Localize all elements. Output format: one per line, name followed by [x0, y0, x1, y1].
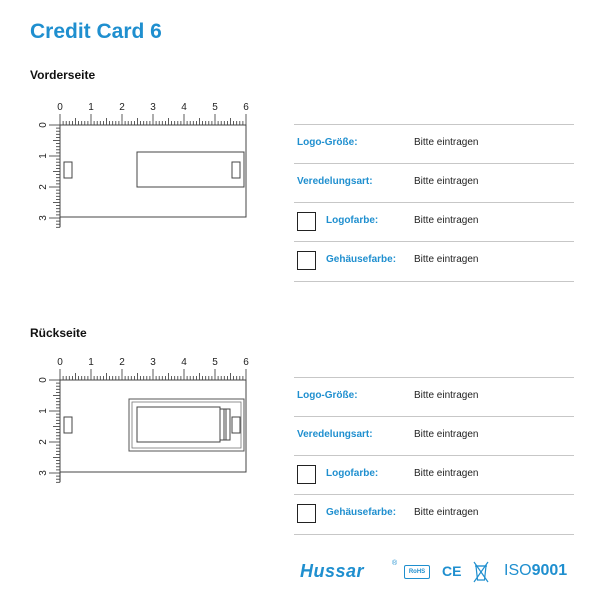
front-card-outline — [60, 125, 246, 217]
case-color-swatch[interactable] — [297, 504, 316, 523]
front-ruler-drawing — [28, 88, 258, 238]
field-value[interactable]: Bitte eintragen — [414, 137, 479, 148]
ruler-label-h: 3 — [150, 102, 156, 113]
iso-number: 9001 — [531, 562, 568, 579]
ruler-label-h: 1 — [88, 357, 94, 368]
ruler-label-h: 4 — [181, 357, 187, 368]
ruler-label-v: 2 — [38, 184, 49, 190]
ruler-label-h: 5 — [212, 102, 218, 113]
ruler-label-v: 2 — [38, 439, 49, 445]
hussar-logo: Hussar — [300, 561, 365, 581]
field-value[interactable]: Bitte eintragen — [414, 468, 479, 479]
front-field-finish — [294, 163, 574, 203]
back-field-case-color — [294, 494, 574, 535]
ruler-label-v: 3 — [38, 215, 49, 221]
back-horizontal-ruler — [57, 357, 249, 380]
footer-logos — [300, 560, 580, 586]
back-field-logo-color — [294, 455, 574, 495]
front-field-case-color — [294, 241, 574, 282]
ruler-label-h: 6 — [243, 357, 249, 368]
field-value[interactable]: Bitte eintragen — [414, 390, 479, 401]
back-field-logo-size — [294, 377, 574, 417]
field-value[interactable]: Bitte eintragen — [414, 254, 479, 265]
ruler-label-h: 2 — [119, 357, 125, 368]
ruler-label-h: 0 — [57, 357, 63, 368]
field-label: Veredelungsart: — [297, 429, 373, 440]
field-value[interactable]: Bitte eintragen — [414, 429, 479, 440]
field-label: Logofarbe: — [326, 468, 379, 479]
logo-color-swatch[interactable] — [297, 465, 316, 484]
field-label: Veredelungsart: — [297, 176, 373, 187]
front-horizontal-ruler — [57, 102, 249, 125]
back-field-finish — [294, 416, 574, 456]
case-color-swatch[interactable] — [297, 251, 316, 270]
field-value[interactable]: Bitte eintragen — [414, 507, 479, 518]
ce-mark: CE — [442, 563, 462, 579]
field-label: Logo-Größe: — [297, 390, 358, 401]
ruler-label-v: 0 — [38, 122, 49, 128]
field-label: Gehäusefarbe: — [326, 507, 397, 518]
logo-color-swatch[interactable] — [297, 212, 316, 231]
ruler-label-h: 2 — [119, 102, 125, 113]
ruler-label-h: 5 — [212, 357, 218, 368]
iso-9001-logo — [504, 562, 567, 580]
weee-bin-icon — [472, 560, 490, 584]
field-label: Logofarbe: — [326, 215, 379, 226]
ruler-label-v: 1 — [38, 153, 49, 159]
ruler-label-v: 0 — [38, 377, 49, 383]
back-vertical-ruler — [38, 377, 60, 483]
field-label: Gehäusefarbe: — [326, 254, 397, 265]
rohs-badge: RoHS — [404, 565, 430, 579]
iso-prefix: ISO — [504, 562, 532, 579]
ruler-label-v: 3 — [38, 470, 49, 476]
section-label-front: Vorderseite — [30, 68, 96, 82]
field-value[interactable]: Bitte eintragen — [414, 215, 479, 226]
front-field-logo-color — [294, 202, 574, 242]
ruler-label-h: 6 — [243, 102, 249, 113]
section-label-back: Rückseite — [30, 326, 87, 340]
ruler-label-h: 4 — [181, 102, 187, 113]
ruler-label-h: 1 — [88, 102, 94, 113]
registered-mark: ® — [392, 560, 398, 567]
page-title: Credit Card 6 — [30, 20, 162, 43]
front-vertical-ruler — [38, 122, 60, 228]
field-label: Logo-Größe: — [297, 137, 358, 148]
back-ruler-drawing — [28, 343, 258, 493]
ruler-label-h: 0 — [57, 102, 63, 113]
ruler-label-h: 3 — [150, 357, 156, 368]
ruler-label-v: 1 — [38, 408, 49, 414]
back-card-outline — [60, 380, 246, 472]
front-field-logo-size — [294, 124, 574, 164]
field-value[interactable]: Bitte eintragen — [414, 176, 479, 187]
